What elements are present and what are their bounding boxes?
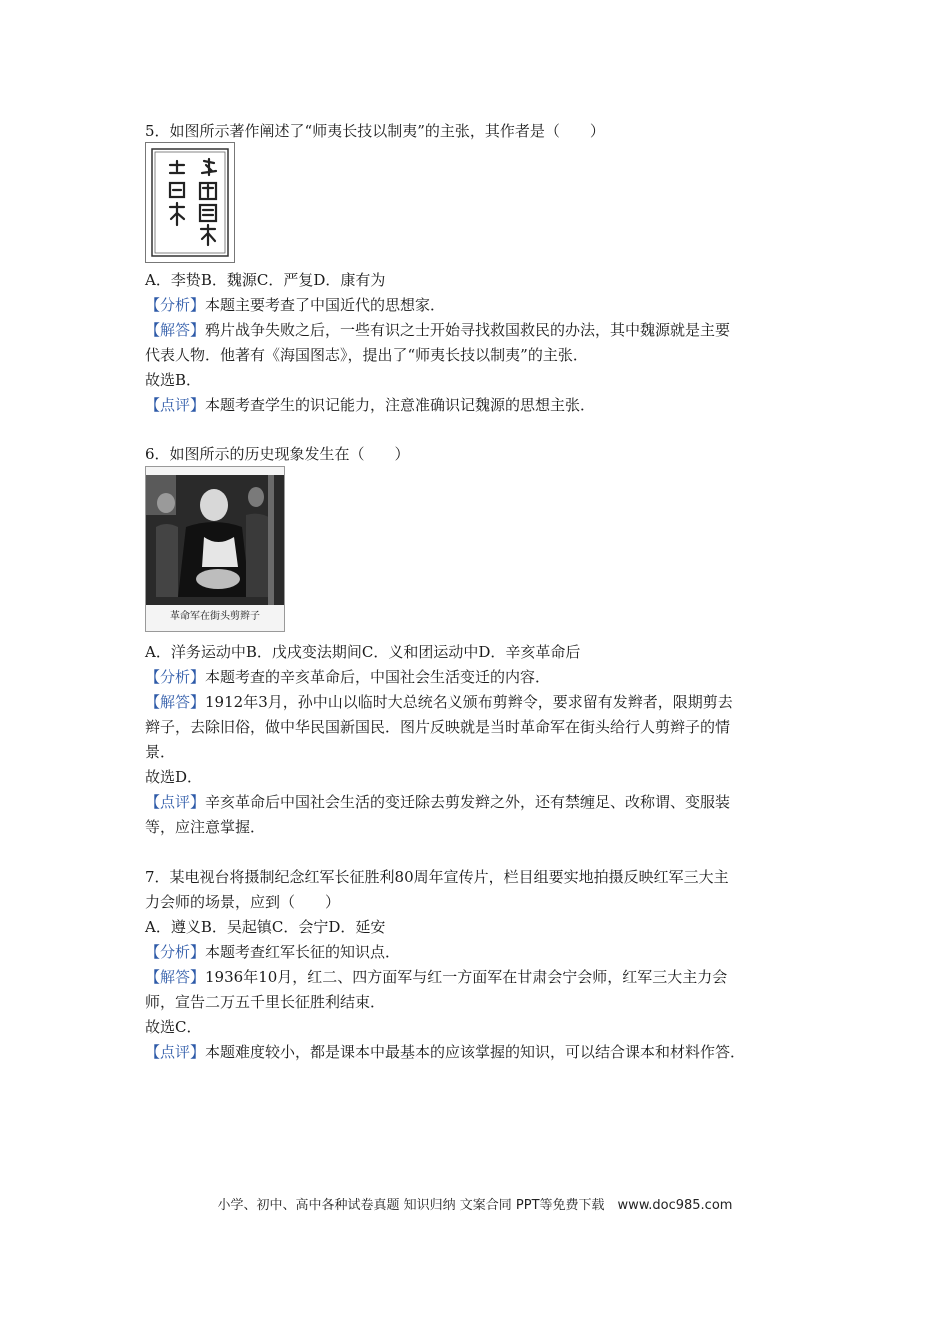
q5-options: A．李贽B．魏源C．严复D．康有为 bbox=[145, 271, 386, 289]
q6-comment-cont: 等，应注意掌握． bbox=[145, 818, 266, 836]
comment-tag: 【点评】 bbox=[145, 1043, 206, 1061]
analysis-tag: 【分析】 bbox=[145, 296, 206, 314]
q6-choice: 故选D． bbox=[145, 768, 203, 786]
analysis-tag: 【分析】 bbox=[145, 668, 206, 686]
analysis-tag: 【分析】 bbox=[145, 943, 206, 961]
q6-comment bbox=[145, 792, 730, 812]
q6-historical-photo bbox=[145, 466, 285, 632]
q7-answer-cont: 师，宣告二万五千里长征胜利结束． bbox=[145, 993, 386, 1011]
q5-book-cover-image bbox=[145, 142, 235, 263]
q5-analysis bbox=[145, 295, 445, 315]
q6-options: A．洋务运动中B．戊戌变法期间C．义和团运动中D．辛亥革命后 bbox=[145, 643, 581, 661]
q7-answer bbox=[145, 967, 727, 987]
q6-stem: 6．如图所示的历史现象发生在（ ） bbox=[145, 445, 410, 463]
answer-text-1: 1912年3月，孙中山以临时大总统名义颁布剪辫令，要求留有发辫者，限期剪去 bbox=[205, 693, 733, 711]
page-footer: 小学、初中、高中各种试卷真题 知识归纳 文案合同 PPT等免费下载 www.doc985.com bbox=[217, 1198, 733, 1213]
answer-text-1: 鸦片战争失败之后，一些有识之士开始寻找救国救民的办法，其中魏源就是主要 bbox=[205, 321, 731, 339]
analysis-text: 本题考查的辛亥革命后，中国社会生活变迁的内容． bbox=[205, 668, 551, 686]
q5-choice: 故选B． bbox=[145, 371, 202, 389]
q5-answer bbox=[145, 320, 730, 340]
comment-text: 本题难度较小，都是课本中最基本的应该掌握的知识，可以结合课本和材料作答． bbox=[205, 1043, 746, 1061]
q7-options: A．遵义B．吴起镇C．会宁D．延安 bbox=[145, 918, 386, 936]
answer-tag: 【解答】 bbox=[145, 693, 206, 711]
comment-text-1: 辛亥革命后中国社会生活的变迁除去剪发辫之外，还有禁缠足、改称谓、变服装 bbox=[205, 793, 731, 811]
q5-comment bbox=[145, 395, 595, 415]
q6-answer-cont-1: 辫子，去除旧俗，做中华民国新国民．图片反映就是当时革命军在街头给行人剪辫子的情 bbox=[145, 718, 731, 736]
q7-analysis bbox=[145, 942, 400, 962]
comment-tag: 【点评】 bbox=[145, 396, 206, 414]
answer-tag: 【解答】 bbox=[145, 968, 206, 986]
comment-tag: 【点评】 bbox=[145, 793, 206, 811]
q7-stem-2: 力会师的场景，应到（ ） bbox=[145, 893, 341, 911]
q5-answer-cont: 代表人物．他著有《海国图志》，提出了“师夷长技以制夷”的主张． bbox=[145, 346, 588, 364]
q5-stem: 5．如图所示著作阐述了“师夷长技以制夷”的主张，其作者是（ ） bbox=[145, 122, 605, 140]
q7-stem-1: 7．某电视台将摄制纪念红军长征胜利80周年宣传片，栏目组要实地拍摄反映红军三大主 bbox=[145, 868, 729, 886]
photo-caption: 革命军在街头剪辫子 bbox=[170, 611, 260, 622]
answer-text-1: 1936年10月，红二、四方面军与红一方面军在甘肃会宁会师，红军三大主力会 bbox=[205, 968, 728, 986]
analysis-text: 本题主要考查了中国近代的思想家． bbox=[205, 296, 446, 314]
answer-tag: 【解答】 bbox=[145, 321, 206, 339]
q7-comment bbox=[145, 1042, 745, 1062]
comment-text: 本题考查学生的识记能力，注意准确识记魏源的思想主张． bbox=[205, 396, 596, 414]
q7-choice: 故选C． bbox=[145, 1018, 202, 1036]
q6-answer-cont-2: 景． bbox=[145, 743, 176, 761]
q6-analysis bbox=[145, 667, 550, 687]
analysis-text: 本题考查红军长征的知识点． bbox=[205, 943, 401, 961]
q6-answer bbox=[145, 692, 733, 712]
